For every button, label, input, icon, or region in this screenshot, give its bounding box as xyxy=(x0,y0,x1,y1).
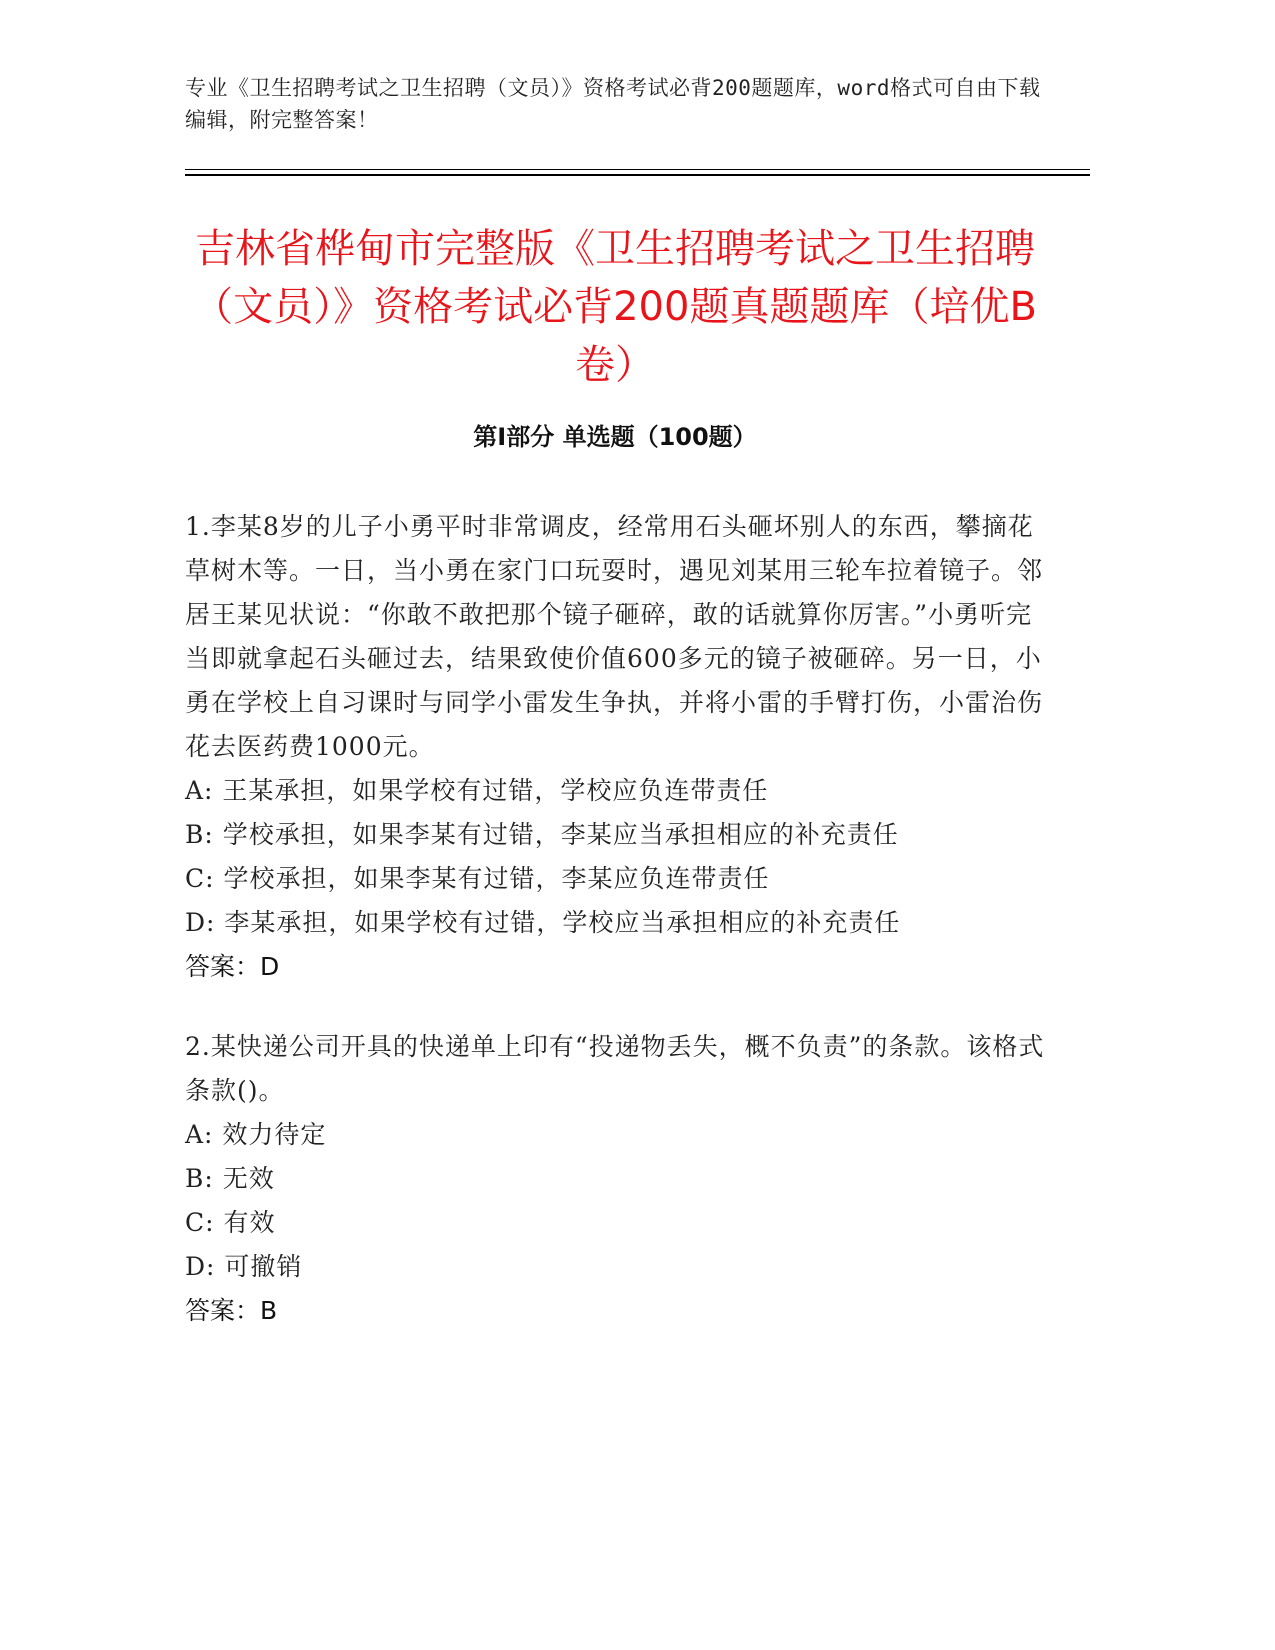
question-stem: 2.某快递公司开具的快递单上印有“投递物丢失，概不负责”的条款。该格式条款()。 xyxy=(185,1032,1045,1105)
question-1 xyxy=(185,505,1045,989)
option-a: A: 王某承担，如果学校有过错，学校应负连带责任 xyxy=(185,776,769,805)
header-note: 专业《卫生招聘考试之卫生招聘（文员）》资格考试必背200题题库，word格式可自由下载编辑，附完整答案！ xyxy=(185,76,1041,132)
question-2 xyxy=(185,1025,1045,1333)
option-d: D: 李某承担，如果学校有过错，学校应当承担相应的补充责任 xyxy=(185,908,901,937)
answer-line: 答案：B xyxy=(185,1296,278,1325)
option-c: C: 学校承担，如果李某有过错，李某应负连带责任 xyxy=(185,864,770,893)
option-b: B: 无效 xyxy=(185,1164,275,1193)
header-divider-thin xyxy=(185,169,1090,170)
header-divider-thick xyxy=(185,174,1090,176)
option-b: B: 学校承担，如果李某有过错，李某应当承担相应的补充责任 xyxy=(185,820,899,849)
question-stem: 1.李某8岁的儿子小勇平时非常调皮，经常用石头砸坏别人的东西，攀摘花草树木等。一日，当小勇在家门口玩耍时，遇见刘某用三轮车拉着镜子。邻居王某见状说：“你敢不敢把那个镜子砸碎，敢的话就算你厉害。”小勇听完当即就拿起石头砸过去，结果致使价值600多元的镜子被砸碎。另一日，小勇在学校上自习课时与同学小雷发生争执，并将小雷的手臂打伤，小雷治伤花去医药费1000元。 xyxy=(185,512,1044,761)
document-title: 吉林省桦甸市完整版《卫生招聘考试之卫生招聘（文员）》资格考试必背200题真题题库（培优B卷） xyxy=(193,226,1037,388)
option-c: C: 有效 xyxy=(185,1208,276,1237)
answer-line: 答案：D xyxy=(185,952,280,981)
section-heading: 第Ⅰ部分 单选题（100题） xyxy=(473,423,757,451)
option-d: D: 可撤销 xyxy=(185,1252,303,1281)
option-a: A: 效力待定 xyxy=(185,1120,327,1149)
